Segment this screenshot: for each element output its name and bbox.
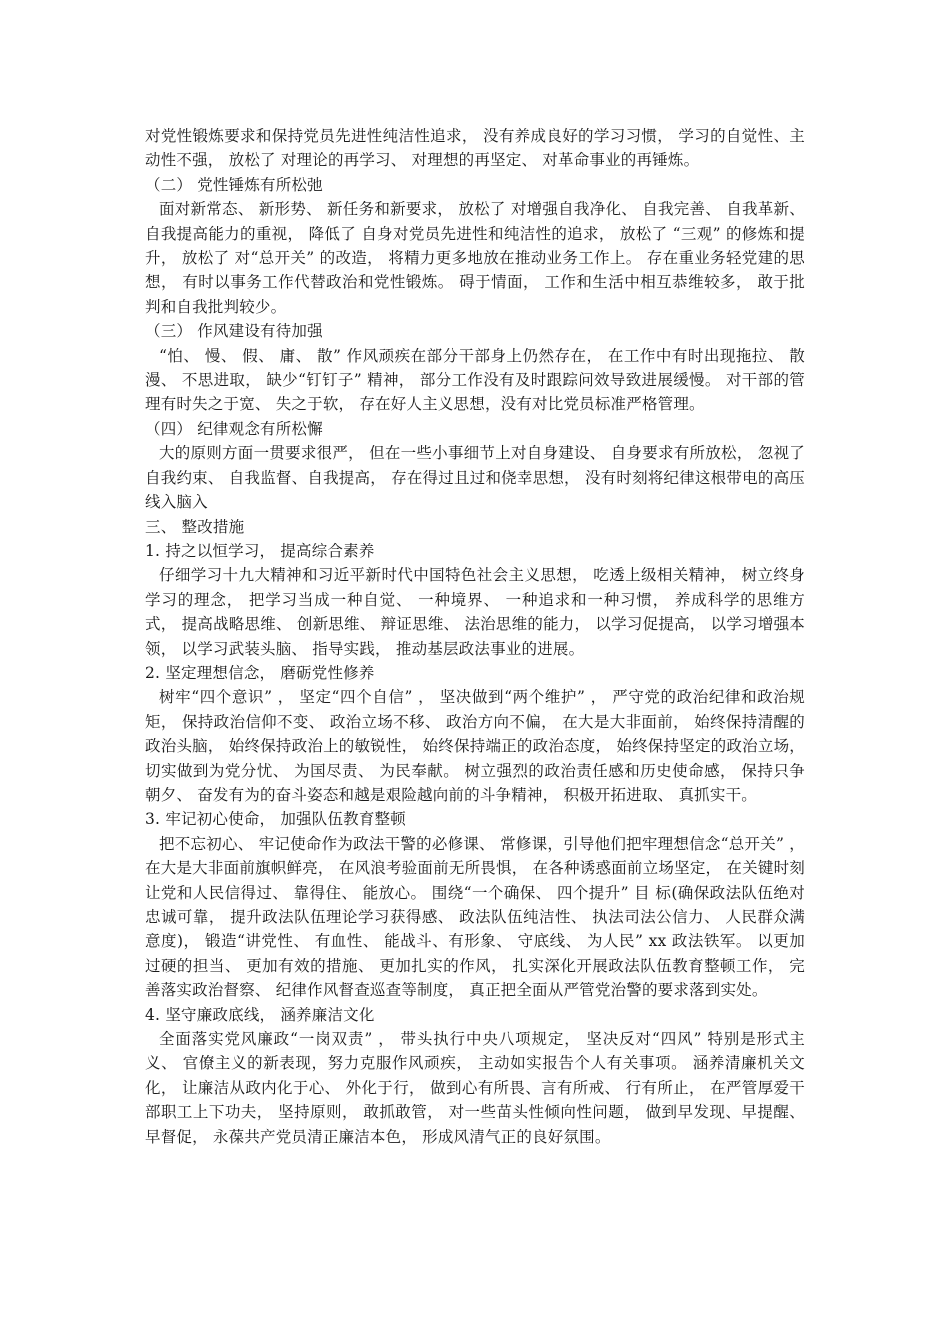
body-paragraph: 大的原则方面一贯要求很严， 但在一些小事细节上对自身建设、 自身要求有所放松， 忽视了 自我约束、 自我监督、自我提高， 存在得过且过和侥幸思想， 没有时刻将纪律这根带电的高压线入脑入 — [145, 444, 805, 512]
section-heading: 2. 坚定理想信念， 磨砺党性修养 — [145, 663, 375, 682]
body-paragraph: 对党性锻炼要求和保持党员先进性纯洁性追求， 没有养成良好的学习习惯， 学习的自觉性、主动性不强， 放松了 对理论的再学习、 对理想的再坚定、 对革命事业的再锤炼。 — [145, 127, 805, 170]
chapter-heading: 三、 整改措施 — [145, 517, 245, 536]
section-heading: （三） 作风建设有待加强 — [145, 322, 323, 341]
body-paragraph: 树牢“四个意识” ， 坚定“四个自信” ， 坚决做到“两个维护” ， 严守党的政治纪律和政治规矩， 保持政治信仰不变、 政治立场不移、 政治方向不偏， 在大是大非面前， 始终保持清醒的政治头脑， 始终保持政治上的敏锐性， 始终保持端正的政治态度， 始终保持坚定的政治立场， 切实做到为党分忧、 为国尽责、 为民奉献。 树立强烈的政治责任感和历史使命感， 保持只争朝夕、 奋发有为的奋斗姿态和越是艰险越向前的斗争精神， 积极开拓进取、 真抓实干。 — [145, 688, 805, 804]
body-paragraph: “怕、 慢、 假、 庸、 散” 作风顽疾在部分干部身上仍然存在， 在工作中有时出现拖拉、 散漫、 不思进取， 缺少“钉钉子” 精神， 部分工作没有及时跟踪问效导致进展缓慢。 对干部的管理有时失之于宽、 失之于软， 存在好人主义思想，没有对比党员标准严格管理。 — [145, 346, 805, 414]
section-heading: 4. 坚守廉政底线， 涵养廉洁文化 — [145, 1005, 375, 1024]
document-body — [145, 124, 805, 1149]
body-paragraph: 面对新常态、 新形势、 新任务和新要求， 放松了 对增强自我净化、 自我完善、 自我革新、 自我提高能力的重视， 降低了 自身对党员先进性和纯洁性的追求， 放松了 “三观” 的修炼和提升， 放松了 对“总开关” 的改造， 将精力更多地放在推动业务工作上。 存在重业务轻党建的思想， 有时以事务工作代替政治和党性锻炼。 碍于情面， 工作和生活中相互恭维较多， 敢于批判和自我批判较少。 — [145, 200, 805, 316]
section-heading: 1. 持之以恒学习， 提高综合素养 — [145, 541, 375, 560]
body-paragraph: 全面落实党风廉政“一岗双责” ， 带头执行中央八项规定， 坚决反对“四风” 特别是形式主义、 官僚主义的新表现，努力克服作风顽疾， 主动如实报告个人有关事项。 涵养清廉机关文化， 让廉洁从政内化于心、 外化于行， 做到心有所畏、言有所戒、 行有所止， 在严管厚爱干部职工上下功夫， 坚持原则， 敢抓敢管， 对一些苗头性倾向性问题， 做到早发现、早提醒、 早督促， 永葆共产党员清正廉洁本色， 形成风清气正的良好氛围。 — [145, 1030, 805, 1146]
section-heading: （四） 纪律观念有所松懈 — [145, 419, 323, 438]
section-heading: 3. 牢记初心使命， 加强队伍教育整顿 — [145, 810, 406, 829]
body-paragraph: 把不忘初心、 牢记使命作为政法干警的必修课、 常修课，引导他们把牢理想信念“总开关” ， 在大是大非面前旗帜鲜亮， 在风浪考验面前无所畏惧， 在各种诱惑面前立场坚定， 在关键时刻让党和人民信得过、 靠得住、 能放心。 围绕“一个确保、 四个提升” 目 标(确保政法队伍绝对忠诚可靠， 提升政法队伍理论学习获得感、 政法队伍纯洁性、 执法司法公信力、 人民群众满意度)， 锻造“讲党性、 有血性、 能战斗、有形象、 守底线、 为人民” xx 政法铁军。 以更加过硬的担当、 更加有效的措施、 更加扎实的作风， 扎实深化开展政法队伍教育整顿工作， 完善落实政治督察、 纪律作风督查巡查等制度， 真正把全面从严管党治警的要求落到实处。 — [145, 834, 805, 1000]
section-heading: （二） 党性锤炼有所松弛 — [145, 175, 323, 194]
body-paragraph: 仔细学习十九大精神和习近平新时代中国特色社会主义思想， 吃透上级相关精神， 树立终身学习的理念， 把学习当成一种自觉、 一种境界、 一种追求和一种习惯， 养成科学的思维方式， 提高战略思维、 创新思维、 辩证思维、 法治思维的能力， 以学习促提高， 以学习增强本领， 以学习武装头脑、 指导实践， 推动基层政法事业的进展。 — [145, 566, 805, 658]
